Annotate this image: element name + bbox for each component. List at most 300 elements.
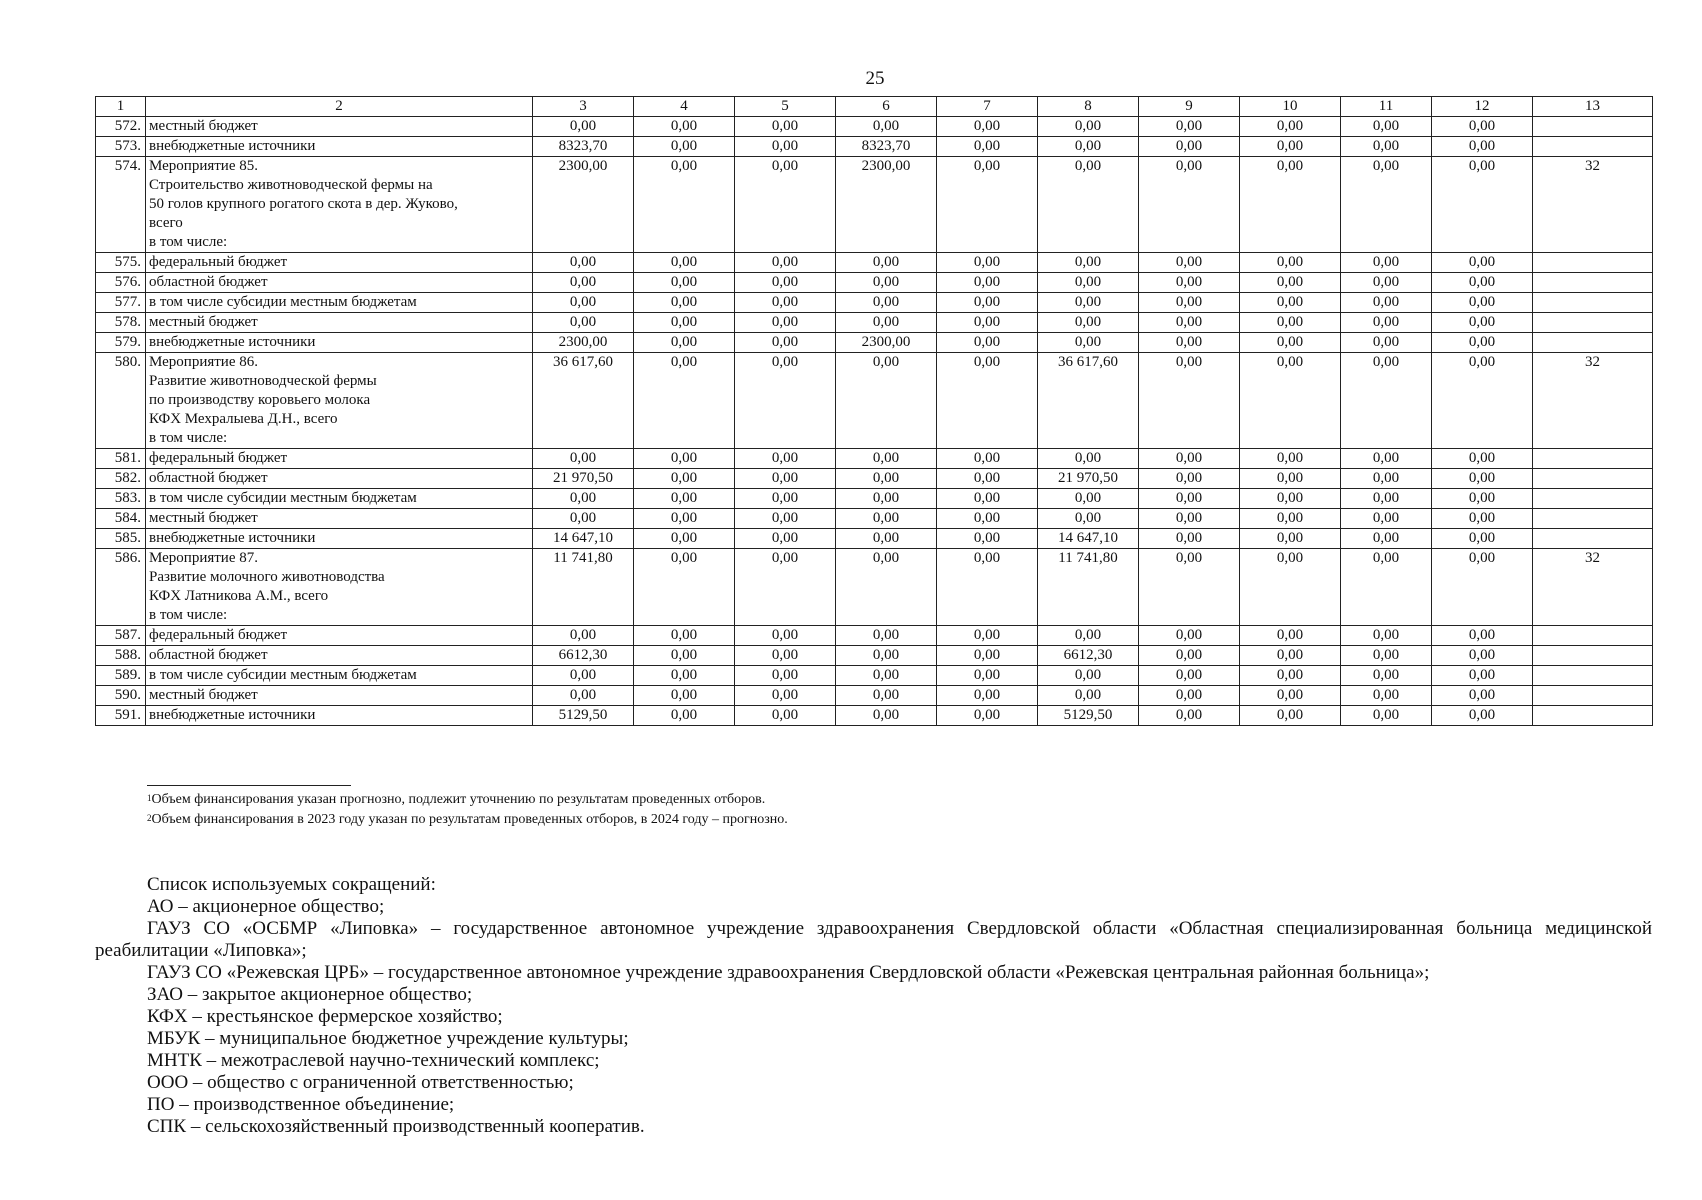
value-cell: 0,00 bbox=[1038, 253, 1139, 273]
value-cell: 0,00 bbox=[1432, 253, 1533, 273]
value-cell: 0,00 bbox=[1038, 626, 1139, 646]
value-cell: 0,00 bbox=[937, 313, 1038, 333]
row-number: 578. bbox=[96, 313, 146, 333]
row-label bbox=[146, 157, 533, 253]
value-cell: 32 bbox=[1533, 549, 1653, 626]
table-row bbox=[96, 253, 1653, 273]
value-cell: 0,00 bbox=[1432, 137, 1533, 157]
value-cell: 0,00 bbox=[735, 253, 836, 273]
value-cell: 0,00 bbox=[1432, 157, 1533, 253]
row-label-line: в том числе субсидии местным бюджетам bbox=[149, 490, 417, 506]
value-cell: 0,00 bbox=[937, 549, 1038, 626]
value-cell: 11 741,80 bbox=[1038, 549, 1139, 626]
value-cell: 0,00 bbox=[634, 469, 735, 489]
value-cell: 0,00 bbox=[634, 353, 735, 449]
value-cell: 0,00 bbox=[1139, 117, 1240, 137]
value-cell: 0,00 bbox=[937, 489, 1038, 509]
value-cell: 0,00 bbox=[937, 666, 1038, 686]
abbreviation-item: МБУК – муниципальное бюджетное учреждение культуры; bbox=[147, 1028, 629, 1049]
value-cell: 32 bbox=[1533, 157, 1653, 253]
value-cell: 0,00 bbox=[836, 626, 937, 646]
row-label-line: Развитие животноводческой фермы bbox=[149, 373, 377, 389]
value-cell: 0,00 bbox=[1139, 273, 1240, 293]
value-cell bbox=[1533, 509, 1653, 529]
table-row bbox=[96, 489, 1653, 509]
value-cell: 8323,70 bbox=[836, 137, 937, 157]
row-label bbox=[146, 333, 533, 353]
value-cell: 0,00 bbox=[1139, 313, 1240, 333]
value-cell: 0,00 bbox=[735, 686, 836, 706]
value-cell: 0,00 bbox=[634, 313, 735, 333]
column-header: 8 bbox=[1038, 97, 1139, 117]
value-cell: 0,00 bbox=[1038, 449, 1139, 469]
row-number: 590. bbox=[96, 686, 146, 706]
value-cell: 0,00 bbox=[533, 489, 634, 509]
abbreviation-item: ПО – производственное объединение; bbox=[147, 1094, 455, 1115]
value-cell: 0,00 bbox=[1432, 626, 1533, 646]
value-cell: 0,00 bbox=[634, 686, 735, 706]
value-cell: 0,00 bbox=[1240, 509, 1341, 529]
value-cell: 0,00 bbox=[634, 117, 735, 137]
abbreviation-item: ООО – общество с ограниченной ответственностью; bbox=[147, 1072, 574, 1093]
row-number: 586. bbox=[96, 549, 146, 626]
value-cell: 0,00 bbox=[836, 273, 937, 293]
value-cell: 0,00 bbox=[836, 293, 937, 313]
value-cell: 0,00 bbox=[735, 529, 836, 549]
row-number: 576. bbox=[96, 273, 146, 293]
row-label-line: в том числе: bbox=[149, 234, 228, 250]
row-label bbox=[146, 509, 533, 529]
footnotes bbox=[147, 790, 788, 830]
abbreviations-list bbox=[95, 874, 1652, 1138]
row-label bbox=[146, 646, 533, 666]
value-cell: 0,00 bbox=[1139, 293, 1240, 313]
value-cell: 0,00 bbox=[1038, 157, 1139, 253]
row-label bbox=[146, 449, 533, 469]
value-cell: 0,00 bbox=[1341, 666, 1432, 686]
value-cell: 0,00 bbox=[1240, 353, 1341, 449]
value-cell: 0,00 bbox=[533, 509, 634, 529]
value-cell: 6612,30 bbox=[533, 646, 634, 666]
value-cell: 0,00 bbox=[1139, 706, 1240, 726]
value-cell: 0,00 bbox=[634, 333, 735, 353]
value-cell bbox=[1533, 706, 1653, 726]
row-number: 574. bbox=[96, 157, 146, 253]
value-cell: 0,00 bbox=[1038, 686, 1139, 706]
value-cell: 0,00 bbox=[1341, 157, 1432, 253]
value-cell: 0,00 bbox=[634, 253, 735, 273]
value-cell: 0,00 bbox=[1432, 706, 1533, 726]
value-cell: 0,00 bbox=[836, 666, 937, 686]
value-cell: 0,00 bbox=[1240, 529, 1341, 549]
row-label-line: Строительство животноводческой фермы на bbox=[149, 177, 433, 193]
row-label bbox=[146, 666, 533, 686]
value-cell: 0,00 bbox=[1432, 666, 1533, 686]
table-row bbox=[96, 333, 1653, 353]
row-number: 588. bbox=[96, 646, 146, 666]
abbreviation-item: АО – акционерное общество; bbox=[147, 896, 385, 917]
abbreviation-item: ГАУЗ СО «ОСБМР «Липовка» – государственное автономное учреждение здравоохранения Свердловской области «Областная специализированная больница медицинской реабилитации «Липовка»; bbox=[95, 918, 1652, 961]
value-cell: 0,00 bbox=[533, 253, 634, 273]
value-cell: 0,00 bbox=[735, 293, 836, 313]
value-cell: 0,00 bbox=[1240, 273, 1341, 293]
table-row bbox=[96, 157, 1653, 253]
footnote-text: Объем финансирования в 2023 году указан по результатам проведенных отборов, в 2024 году – прогнозно. bbox=[151, 812, 788, 827]
value-cell: 0,00 bbox=[1341, 706, 1432, 726]
table-header-row bbox=[96, 97, 1653, 117]
value-cell: 0,00 bbox=[533, 117, 634, 137]
value-cell: 11 741,80 bbox=[533, 549, 634, 626]
value-cell: 0,00 bbox=[937, 137, 1038, 157]
value-cell: 0,00 bbox=[836, 449, 937, 469]
value-cell: 0,00 bbox=[1139, 157, 1240, 253]
value-cell: 0,00 bbox=[1139, 509, 1240, 529]
row-number: 582. bbox=[96, 469, 146, 489]
value-cell: 0,00 bbox=[735, 157, 836, 253]
row-label-line: областной бюджет bbox=[149, 274, 268, 290]
row-label-line: Мероприятие 85. bbox=[149, 158, 258, 174]
row-label-line: КФХ Мехралыева Д.Н., всего bbox=[149, 411, 338, 427]
row-label-line: федеральный бюджет bbox=[149, 254, 288, 270]
value-cell: 0,00 bbox=[1139, 137, 1240, 157]
value-cell: 0,00 bbox=[735, 706, 836, 726]
value-cell: 0,00 bbox=[836, 549, 937, 626]
value-cell: 2300,00 bbox=[836, 157, 937, 253]
value-cell: 0,00 bbox=[735, 273, 836, 293]
value-cell: 14 647,10 bbox=[533, 529, 634, 549]
value-cell: 0,00 bbox=[836, 469, 937, 489]
value-cell: 0,00 bbox=[1139, 449, 1240, 469]
column-header: 9 bbox=[1139, 97, 1240, 117]
value-cell: 0,00 bbox=[1038, 117, 1139, 137]
table-row bbox=[96, 313, 1653, 333]
value-cell: 0,00 bbox=[937, 449, 1038, 469]
value-cell: 0,00 bbox=[1341, 469, 1432, 489]
row-label-line: по производству коровьего молока bbox=[149, 392, 371, 408]
value-cell: 0,00 bbox=[533, 313, 634, 333]
value-cell: 0,00 bbox=[937, 706, 1038, 726]
table-row bbox=[96, 469, 1653, 489]
column-header: 1 bbox=[96, 97, 146, 117]
row-label-line: Развитие молочного животноводства bbox=[149, 569, 385, 585]
row-number: 587. bbox=[96, 626, 146, 646]
row-label-line: местный бюджет bbox=[149, 687, 258, 703]
value-cell: 0,00 bbox=[1341, 489, 1432, 509]
abbreviation-item: ГАУЗ СО «Режевская ЦРБ» – государственное автономное учреждение здравоохранения Свердловской области «Режевская центральная районная больница»; bbox=[147, 962, 1430, 983]
value-cell: 0,00 bbox=[735, 333, 836, 353]
row-label bbox=[146, 117, 533, 137]
value-cell: 0,00 bbox=[1038, 333, 1139, 353]
column-header: 4 bbox=[634, 97, 735, 117]
value-cell bbox=[1533, 449, 1653, 469]
value-cell: 0,00 bbox=[1240, 157, 1341, 253]
value-cell: 0,00 bbox=[836, 686, 937, 706]
value-cell: 0,00 bbox=[1240, 549, 1341, 626]
value-cell: 0,00 bbox=[1038, 489, 1139, 509]
row-number: 575. bbox=[96, 253, 146, 273]
value-cell: 0,00 bbox=[634, 626, 735, 646]
table-row bbox=[96, 117, 1653, 137]
row-label-line: КФХ Латникова А.М., всего bbox=[149, 588, 329, 604]
value-cell: 0,00 bbox=[1341, 646, 1432, 666]
table-row bbox=[96, 626, 1653, 646]
value-cell: 32 bbox=[1533, 353, 1653, 449]
value-cell: 0,00 bbox=[937, 626, 1038, 646]
row-label-line: в том числе субсидии местным бюджетам bbox=[149, 667, 417, 683]
value-cell bbox=[1533, 529, 1653, 549]
value-cell: 0,00 bbox=[1240, 333, 1341, 353]
value-cell: 0,00 bbox=[634, 273, 735, 293]
value-cell: 0,00 bbox=[634, 489, 735, 509]
row-label-line: внебюджетные источники bbox=[149, 138, 316, 154]
abbreviation-item: КФХ – крестьянское фермерское хозяйство; bbox=[147, 1006, 503, 1027]
value-cell: 0,00 bbox=[937, 273, 1038, 293]
row-label bbox=[146, 706, 533, 726]
value-cell: 0,00 bbox=[1038, 137, 1139, 157]
row-number: 591. bbox=[96, 706, 146, 726]
row-number: 579. bbox=[96, 333, 146, 353]
value-cell: 0,00 bbox=[1432, 469, 1533, 489]
value-cell: 0,00 bbox=[1432, 449, 1533, 469]
row-label-line: местный бюджет bbox=[149, 118, 258, 134]
value-cell: 0,00 bbox=[937, 509, 1038, 529]
value-cell: 0,00 bbox=[634, 509, 735, 529]
value-cell: 0,00 bbox=[1432, 549, 1533, 626]
value-cell: 0,00 bbox=[1432, 646, 1533, 666]
value-cell: 2300,00 bbox=[533, 157, 634, 253]
value-cell: 0,00 bbox=[634, 157, 735, 253]
value-cell: 0,00 bbox=[1432, 489, 1533, 509]
value-cell: 0,00 bbox=[937, 117, 1038, 137]
footnote-text: Объем финансирования указан прогнозно, подлежит уточнению по результатам проведенных отборов. bbox=[151, 792, 766, 807]
table-row bbox=[96, 646, 1653, 666]
row-number: 584. bbox=[96, 509, 146, 529]
value-cell: 0,00 bbox=[937, 646, 1038, 666]
table-row bbox=[96, 353, 1653, 449]
value-cell: 0,00 bbox=[735, 117, 836, 137]
column-header: 11 bbox=[1341, 97, 1432, 117]
row-label bbox=[146, 293, 533, 313]
value-cell: 0,00 bbox=[1139, 489, 1240, 509]
value-cell: 8323,70 bbox=[533, 137, 634, 157]
column-header: 12 bbox=[1432, 97, 1533, 117]
value-cell: 0,00 bbox=[1038, 293, 1139, 313]
value-cell: 0,00 bbox=[1139, 469, 1240, 489]
value-cell: 0,00 bbox=[1341, 117, 1432, 137]
value-cell: 0,00 bbox=[1139, 666, 1240, 686]
value-cell: 0,00 bbox=[1139, 353, 1240, 449]
value-cell: 0,00 bbox=[1341, 626, 1432, 646]
value-cell: 0,00 bbox=[836, 253, 937, 273]
table-row bbox=[96, 509, 1653, 529]
row-label-line: внебюджетные источники bbox=[149, 530, 316, 546]
value-cell: 14 647,10 bbox=[1038, 529, 1139, 549]
value-cell: 0,00 bbox=[937, 157, 1038, 253]
row-label bbox=[146, 313, 533, 333]
column-header: 2 bbox=[146, 97, 533, 117]
row-number: 581. bbox=[96, 449, 146, 469]
value-cell: 0,00 bbox=[1341, 333, 1432, 353]
value-cell bbox=[1533, 253, 1653, 273]
row-number: 583. bbox=[96, 489, 146, 509]
row-number: 589. bbox=[96, 666, 146, 686]
funding-table bbox=[95, 96, 1653, 726]
value-cell bbox=[1533, 686, 1653, 706]
row-label-line: местный бюджет bbox=[149, 510, 258, 526]
value-cell: 0,00 bbox=[533, 686, 634, 706]
row-number: 577. bbox=[96, 293, 146, 313]
value-cell: 0,00 bbox=[634, 549, 735, 626]
value-cell: 0,00 bbox=[1432, 353, 1533, 449]
value-cell: 0,00 bbox=[735, 549, 836, 626]
value-cell: 0,00 bbox=[735, 489, 836, 509]
value-cell: 0,00 bbox=[735, 626, 836, 646]
value-cell: 0,00 bbox=[1432, 273, 1533, 293]
value-cell: 0,00 bbox=[1341, 449, 1432, 469]
row-number: 572. bbox=[96, 117, 146, 137]
table-row bbox=[96, 666, 1653, 686]
value-cell bbox=[1533, 666, 1653, 686]
value-cell bbox=[1533, 137, 1653, 157]
value-cell: 0,00 bbox=[735, 646, 836, 666]
value-cell: 0,00 bbox=[735, 509, 836, 529]
value-cell: 2300,00 bbox=[533, 333, 634, 353]
value-cell: 0,00 bbox=[1432, 509, 1533, 529]
value-cell: 0,00 bbox=[836, 509, 937, 529]
column-header: 13 bbox=[1533, 97, 1653, 117]
value-cell: 0,00 bbox=[836, 529, 937, 549]
table-row bbox=[96, 273, 1653, 293]
value-cell: 0,00 bbox=[1341, 253, 1432, 273]
row-label bbox=[146, 626, 533, 646]
value-cell: 0,00 bbox=[1240, 469, 1341, 489]
value-cell: 0,00 bbox=[533, 449, 634, 469]
value-cell: 0,00 bbox=[1240, 117, 1341, 137]
footnote-divider bbox=[147, 785, 351, 786]
value-cell: 0,00 bbox=[1139, 333, 1240, 353]
value-cell bbox=[1533, 489, 1653, 509]
row-label-line: Мероприятие 86. bbox=[149, 354, 258, 370]
footnote bbox=[147, 790, 788, 810]
value-cell: 0,00 bbox=[1341, 686, 1432, 706]
value-cell: 0,00 bbox=[1240, 666, 1341, 686]
row-label-line: в том числе: bbox=[149, 430, 228, 446]
value-cell: 0,00 bbox=[1432, 333, 1533, 353]
value-cell: 0,00 bbox=[1341, 529, 1432, 549]
value-cell: 0,00 bbox=[634, 646, 735, 666]
value-cell: 0,00 bbox=[634, 137, 735, 157]
row-label-line: всего bbox=[149, 215, 183, 231]
value-cell: 0,00 bbox=[735, 449, 836, 469]
value-cell: 0,00 bbox=[836, 117, 937, 137]
row-label-line: областной бюджет bbox=[149, 647, 268, 663]
value-cell bbox=[1533, 469, 1653, 489]
table-body bbox=[96, 97, 1653, 726]
row-label bbox=[146, 353, 533, 449]
value-cell: 0,00 bbox=[836, 353, 937, 449]
value-cell: 0,00 bbox=[1240, 449, 1341, 469]
value-cell: 0,00 bbox=[735, 313, 836, 333]
row-label bbox=[146, 469, 533, 489]
value-cell: 0,00 bbox=[634, 449, 735, 469]
table-row bbox=[96, 449, 1653, 469]
value-cell: 0,00 bbox=[533, 273, 634, 293]
table-row bbox=[96, 137, 1653, 157]
value-cell: 36 617,60 bbox=[1038, 353, 1139, 449]
footnote bbox=[147, 810, 788, 830]
column-header: 7 bbox=[937, 97, 1038, 117]
value-cell: 0,00 bbox=[1139, 529, 1240, 549]
value-cell: 0,00 bbox=[533, 626, 634, 646]
value-cell: 5129,50 bbox=[533, 706, 634, 726]
value-cell bbox=[1533, 117, 1653, 137]
value-cell: 0,00 bbox=[533, 666, 634, 686]
value-cell: 0,00 bbox=[1341, 313, 1432, 333]
table-row bbox=[96, 706, 1653, 726]
value-cell bbox=[1533, 313, 1653, 333]
value-cell: 0,00 bbox=[1341, 509, 1432, 529]
value-cell: 21 970,50 bbox=[1038, 469, 1139, 489]
table-row bbox=[96, 529, 1653, 549]
row-label-line: Мероприятие 87. bbox=[149, 550, 258, 566]
value-cell bbox=[1533, 273, 1653, 293]
value-cell: 0,00 bbox=[1240, 137, 1341, 157]
value-cell: 0,00 bbox=[1432, 313, 1533, 333]
value-cell: 0,00 bbox=[1341, 293, 1432, 313]
value-cell: 6612,30 bbox=[1038, 646, 1139, 666]
value-cell: 0,00 bbox=[1038, 509, 1139, 529]
value-cell: 0,00 bbox=[1432, 529, 1533, 549]
value-cell: 0,00 bbox=[735, 353, 836, 449]
table-row bbox=[96, 549, 1653, 626]
value-cell: 0,00 bbox=[634, 666, 735, 686]
row-label-line: внебюджетные источники bbox=[149, 334, 316, 350]
abbreviation-item: ЗАО – закрытое акционерное общество; bbox=[147, 984, 473, 1005]
value-cell: 0,00 bbox=[1240, 626, 1341, 646]
row-label bbox=[146, 686, 533, 706]
abbreviation-item: СПК – сельскохозяйственный производственный кооператив. bbox=[147, 1116, 645, 1137]
value-cell: 0,00 bbox=[937, 529, 1038, 549]
row-number: 573. bbox=[96, 137, 146, 157]
value-cell: 0,00 bbox=[937, 353, 1038, 449]
value-cell: 2300,00 bbox=[836, 333, 937, 353]
value-cell: 0,00 bbox=[836, 489, 937, 509]
row-number: 580. bbox=[96, 353, 146, 449]
value-cell: 0,00 bbox=[1240, 253, 1341, 273]
value-cell: 0,00 bbox=[1432, 117, 1533, 137]
footnote-mark: 2 bbox=[147, 813, 152, 823]
value-cell: 0,00 bbox=[1038, 313, 1139, 333]
footnote-mark: 1 bbox=[147, 793, 152, 803]
value-cell: 0,00 bbox=[937, 293, 1038, 313]
row-label-line: местный бюджет bbox=[149, 314, 258, 330]
value-cell: 0,00 bbox=[1240, 646, 1341, 666]
value-cell: 0,00 bbox=[1341, 353, 1432, 449]
value-cell: 0,00 bbox=[1038, 666, 1139, 686]
row-label-line: федеральный бюджет bbox=[149, 450, 288, 466]
value-cell: 0,00 bbox=[836, 313, 937, 333]
value-cell: 0,00 bbox=[735, 137, 836, 157]
value-cell bbox=[1533, 646, 1653, 666]
page-number: 25 bbox=[865, 68, 885, 89]
value-cell: 0,00 bbox=[1139, 646, 1240, 666]
column-header: 3 bbox=[533, 97, 634, 117]
value-cell: 0,00 bbox=[634, 529, 735, 549]
value-cell: 0,00 bbox=[1240, 706, 1341, 726]
row-label-line: в том числе: bbox=[149, 607, 228, 623]
row-label-line: в том числе субсидии местным бюджетам bbox=[149, 294, 417, 310]
value-cell: 0,00 bbox=[1139, 626, 1240, 646]
